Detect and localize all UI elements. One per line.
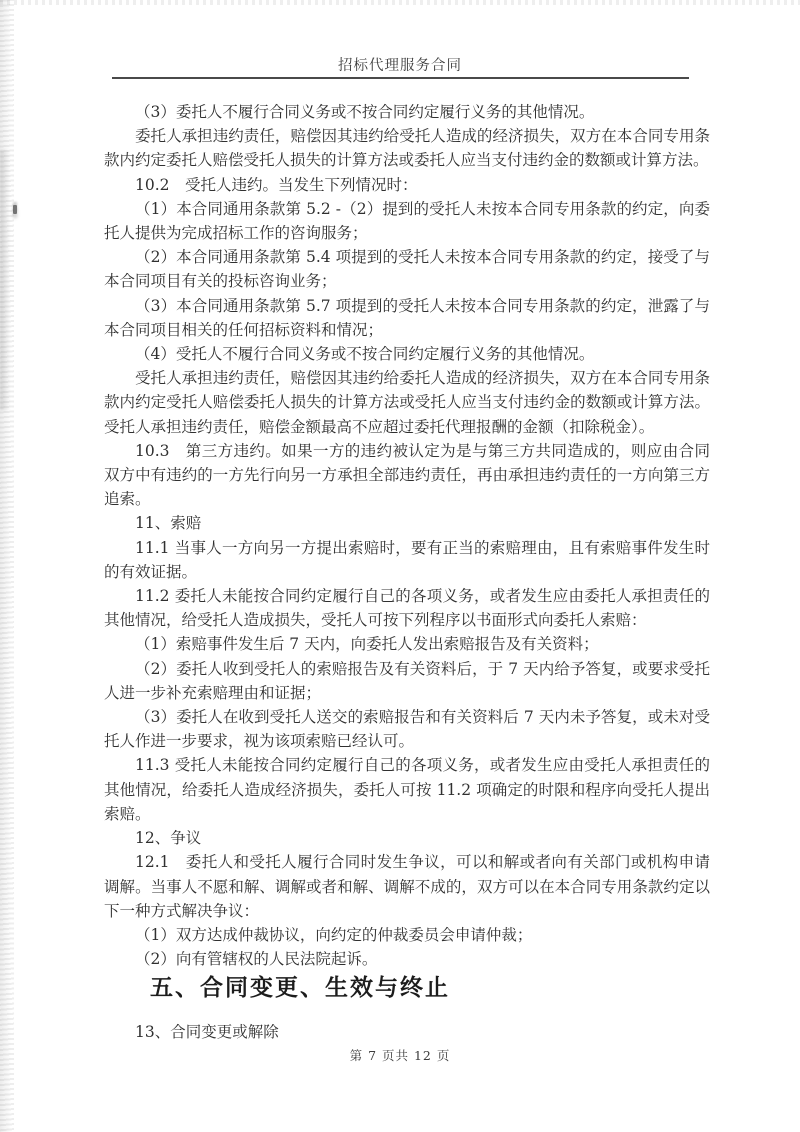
paragraph-clause-11-2-3: （3）委托人在收到受托人送交的索赔报告和有关资料后 7 天内未予答复，或未对受托人作进一步要求，视为该项索赔已经认可。 (104, 708, 710, 751)
scan-noise-top-edge (0, 0, 800, 5)
scan-shadow-smudge (0, 150, 10, 410)
paragraph-clause-13-title: 13、合同变更或解除 (135, 1023, 279, 1042)
paragraph-clause-10-3: 10.3 第三方违约。如果一方的违约被认定为是与第三方共同造成的，则应由合同双方中有违约的一方先行向另一方承担全部违约责任，再由承担违约责任的一方向第三方追索。 (104, 441, 710, 509)
page-header-title: 招标代理服务合同 (338, 58, 462, 74)
paragraph-clause-11-2-2: （2）委托人收到受托人的索赔报告及有关资料后，于 7 天内给予答复，或要求受托人进一步补充索赔理由和证据； (104, 659, 710, 702)
scan-ink-mark (13, 205, 17, 214)
paragraph-clause-10-2-2: （2）本合同通用条款第 5.4 项提到的受托人未按本合同专用条款的约定，接受了与本合同项目有关的投标咨询业务； (104, 248, 710, 291)
paragraph-clause-11-2-1: （1）索赔事件发生后 7 天内，向委托人发出索赔报告及有关资料； (135, 635, 599, 654)
section-heading-part-5: 五、合同变更、生效与终止 (150, 975, 450, 1002)
scan-noise-left-edge (0, 0, 14, 1132)
paragraph-clause-10-2-3: （3）本合同通用条款第 5.7 项提到的受托人未按本合同专用条款的约定，泄露了与本合同项目相关的任何招标资料和情况； (104, 296, 710, 339)
paragraph-clause-11-title: 11、索赔 (135, 514, 202, 533)
paragraph-clause-11-1: 11.1 当事人一方向另一方提出索赔时，要有正当的索赔理由，且有索赔事件发生时的有效证据。 (104, 538, 710, 581)
paragraph-clause-10-2-4: （4）受托人不履行合同义务或不按合同约定履行义务的其他情况。 (135, 345, 595, 364)
paragraph-clause-12-title: 12、争议 (135, 829, 202, 848)
paragraph-clause-10-2: 10.2 受托人违约。当发生下列情况时： (135, 175, 418, 194)
paragraph-clause-12-1-1: （1）双方达成仲裁协议，向约定的仲裁委员会申请仲裁； (135, 925, 533, 944)
paragraph-clause-10-1-3: （3）委托人不履行合同义务或不按合同约定履行义务的其他情况。 (135, 103, 595, 121)
paragraph-clause-12-1-2: （2）向有管辖权的人民法院起诉。 (135, 950, 378, 969)
paragraph-clause-11-2: 11.2 委托人未能按合同约定履行自己的各项义务，或者发生应由委托人承担责任的其他情况，给受托人造成损失，受托人可按下列程序以书面形式向委托人索赔： (104, 587, 710, 630)
paragraph-client-liability: 委托人承担违约责任，赔偿因其违约给受托人造成的经济损失，双方在本合同专用条款内约定委托人赔偿受托人损失的计算方法或委托人应当支付违约金的数额或计算方法。 (104, 127, 710, 170)
paragraph-clause-10-2-1: （1）本合同通用条款第 5.2 -（2）提到的受托人未按本合同专用条款的约定，向委托人提供为完成招标工作的咨询服务； (104, 199, 710, 243)
document-body (104, 100, 710, 1045)
header-divider-line (112, 77, 689, 79)
paragraph-clause-12-1: 12.1 委托人和受托人履行合同时发生争议，可以和解或者向有关部门或机构申请调解。当事人不愿和解、调解或者和解、调解不成的，双方可以在本合同专用条款约定以下一种方式解决争议： (104, 853, 710, 920)
paragraph-clause-11-3: 11.3 受托人未能按合同约定履行自己的各项义务，或者发生应由受托人承担责任的其他情况，给委托人造成经济损失，委托人可按 11.2 项确定的时限和程序向受托人提出索赔。 (104, 756, 710, 823)
page-number-footer: 第 7 页共 12 页 (349, 1048, 451, 1063)
paragraph-agent-liability: 受托人承担违约责任，赔偿因其违约给委托人造成的经济损失，双方在本合同专用条款内约定受托人赔偿委托人损失的计算方法或受托人应当支付违约金的数额或计算方法。受托人承担违约责任，赔偿金额最高不应超过委托代理报酬的金额（扣除税金）。 (104, 369, 710, 436)
